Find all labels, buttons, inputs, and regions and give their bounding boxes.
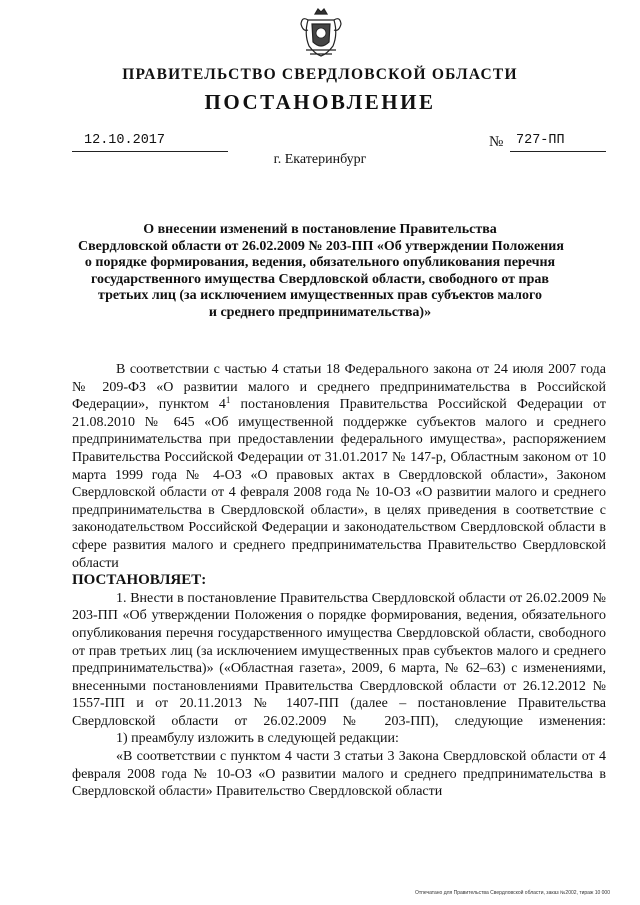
new-preamble-paragraph: «В соответствии с пунктом 4 части 3 статьи 3 Закона Свердловской области от 4 февраля 2008 года № 10-ОЗ «О развитии малого и среднего предпринимательства в Свердловской области» Правительство Свердловской области <box>72 749 606 800</box>
document-number: 727-ПП <box>516 133 565 148</box>
coat-of-arms-icon <box>298 6 344 60</box>
city: г. Екатеринбург <box>273 152 367 167</box>
subject-line: Свердловской области от 26.02.2009 № 203-ПП «Об утверждении Положения <box>78 238 564 254</box>
number-label: № <box>489 134 504 150</box>
document-subject <box>78 222 562 322</box>
preamble-text-a: В соответствии с частью 4 статьи 18 Федерального закона от 24 июля 2007 года № 209-ФЗ «О развитии малого и среднего предпринимательства в Российской Федерации», пунктом 4 <box>72 362 606 413</box>
document-date: 12.10.2017 <box>84 133 166 148</box>
subject-line: О внесении изменений в постановление Правительства <box>143 222 497 237</box>
resolves-heading: ПОСТАНОВЛЯЕТ: <box>72 572 207 589</box>
document-body <box>72 361 606 801</box>
superscript: 1 <box>225 395 231 406</box>
subject-line: государственного имущества Свердловской области, свободного от прав <box>91 271 549 287</box>
government-title: ПРАВИТЕЛЬСТВО СВЕРДЛОВСКОЙ ОБЛАСТИ <box>122 66 518 83</box>
subject-line: о порядке формирования, ведения, обязательного опубликования перечня <box>84 255 556 271</box>
preamble-text-b: постановления Правительства Российской Федерации от 21.08.2010 № 645 «Об имущественной поддержке субъектов малого и среднего предпринимательства при предоставлении федерального имущества», распоряжением Правительства Российской Федерации от 31.01.2017 № 147-р, Областным законом от 10 марта 1999 года № 4-ОЗ «О правовых актах в Свердловской области», Законом Свердловской области от 4 февраля 2008 года № 10-ОЗ «О развитии малого и среднего предпринимательства в Свердловской области», в целях приведения в соответствие с законодательством Российской Федерации и законодательством Свердловской области в сфере развития малого и среднего предпринимательства Правительство Свердловской области <box>72 397 606 571</box>
document-type: ПОСТАНОВЛЕНИЕ <box>204 90 436 114</box>
clause-1-1-paragraph: 1) преамбулу изложить в следующей редакции: <box>116 731 399 747</box>
subject-line: третьих лиц (за исключением имущественных прав субъектов малого <box>98 288 542 304</box>
print-footer: Отпечатано для Правительства Свердловской области, заказ №2002, тираж 10 000 <box>414 890 610 896</box>
clause-1-paragraph: 1. Внести в постановление Правительства Свердловской области от 26.02.2009 № 203-ПП «Об утверждении Положения о порядке формирования, ведения, обязательного опубликования перечня государственного имущества Свердловской области, свободного от прав третьих лиц (за исключением имущественных прав субъектов малого и среднего предпринимательства)» («Областная газета», 2009, 6 марта, № 62–63) с изменениями, внесенными постановлениями Правительства Свердловской области от 26.12.2012 № 1557-ПП и от 20.11.2013 № 1407-ПП (далее – постановление Правительства Свердловской области от 26.02.2009 № 203-ПП), следующие изменения: <box>72 590 606 729</box>
subject-line: и среднего предпринимательства)» <box>208 304 432 320</box>
preamble-paragraph <box>72 361 606 572</box>
